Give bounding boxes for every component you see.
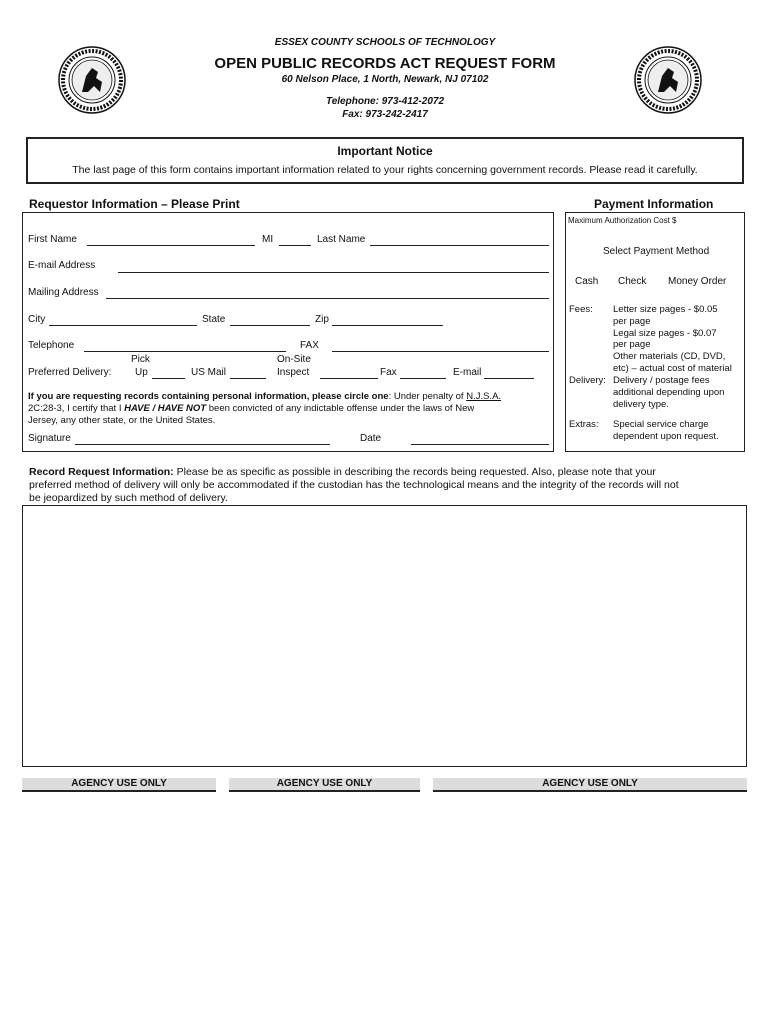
email-field[interactable] — [118, 272, 549, 273]
delivery-line: Delivery / postage fees — [613, 375, 710, 386]
fees-line: Other materials (CD, DVD, — [613, 351, 726, 363]
date-label: Date — [360, 433, 382, 444]
city-field[interactable] — [49, 325, 197, 326]
zip-label: Zip — [315, 314, 329, 325]
payment-heading: Payment Information — [594, 197, 714, 211]
fax-option-field[interactable] — [400, 378, 446, 379]
agency-use-only-1: AGENCY USE ONLY — [22, 778, 216, 792]
signature-label: Signature — [28, 433, 71, 444]
fees-line: per page — [613, 315, 651, 327]
email-option-label: E-mail — [453, 367, 482, 378]
preferred-delivery-label: Preferred Delivery: — [28, 367, 112, 378]
agency-use-only-2: AGENCY USE ONLY — [229, 778, 420, 792]
record-request-info: Record Request Information: Please be as specific as possible in describing the records being requested. Also, please note that your preferred method of delivery will only be accommodated if the custodian has the technological means and the integrity of the records will not be jeopardized by such method of delivery. — [29, 466, 679, 504]
fax-field[interactable] — [332, 351, 549, 352]
notice-text: The last page of this form contains important information related to your rights concerning government records. Please read it carefully. — [72, 164, 698, 176]
usmail-field[interactable] — [230, 378, 266, 379]
extras-line: Special service charge — [613, 419, 709, 430]
org-name: ESSEX COUNTY SCHOOLS OF TECHNOLOGY — [274, 37, 496, 48]
header-telephone: Telephone: 973-412-2072 — [325, 96, 445, 107]
delivery-label: Delivery: — [569, 375, 606, 386]
fax-label: FAX — [300, 340, 319, 351]
fax-option-label: Fax — [380, 367, 397, 378]
certification-line3: Jersey, any other state, or the United States. — [28, 415, 216, 426]
delivery-line: additional depending upon — [613, 386, 725, 398]
fees-line: Legal size pages - $0.07 — [613, 327, 717, 339]
delivery-list — [613, 375, 724, 410]
certification-line1: If you are requesting records containing personal information, please circle one: Under penalty of N.J.S.A. — [28, 391, 502, 402]
record-request-label: Record Request Information: — [29, 466, 174, 478]
requestor-heading: Requestor Information – Please Print — [29, 197, 240, 211]
pickup-label: Up — [135, 367, 148, 378]
header-fax: Fax: 973-242-2417 — [342, 109, 428, 120]
mailing-label: Mailing Address — [28, 287, 99, 298]
inspect-field[interactable] — [320, 378, 378, 379]
header-address: 60 Nelson Place, 1 North, Newark, NJ 07102 — [281, 74, 489, 85]
state-field[interactable] — [230, 325, 310, 326]
extras-line: dependent upon request. — [613, 430, 719, 442]
extras-label: Extras: — [569, 419, 599, 430]
telephone-field[interactable] — [84, 351, 286, 352]
payment-check[interactable]: Check — [618, 276, 647, 287]
email-label: E-mail Address — [28, 260, 96, 271]
mailing-field[interactable] — [106, 298, 549, 299]
city-label: City — [28, 314, 46, 325]
pickup-field[interactable] — [152, 378, 185, 379]
last-name-label: Last Name — [317, 234, 366, 245]
delivery-line: delivery type. — [613, 398, 669, 410]
fees-line: per page — [613, 339, 651, 351]
signature-field[interactable] — [75, 444, 330, 445]
pick-label: Pick — [131, 354, 150, 365]
notice-title: Important Notice — [337, 144, 433, 158]
max-cost-label: Maximum Authorization Cost $ — [568, 216, 677, 225]
usmail-label: US Mail — [191, 367, 227, 378]
extras-list — [613, 419, 719, 443]
mi-field[interactable] — [279, 245, 311, 246]
mi-label: MI — [262, 234, 274, 245]
select-payment-label: Select Payment Method — [603, 246, 710, 257]
fees-line: Letter size pages - $0.05 — [613, 304, 718, 315]
last-name-field[interactable] — [370, 245, 549, 246]
first-name-field[interactable] — [87, 245, 255, 246]
zip-field[interactable] — [332, 325, 443, 326]
email-option-field[interactable] — [484, 378, 534, 379]
payment-cash[interactable]: Cash — [575, 276, 599, 287]
important-notice-box — [26, 137, 744, 184]
state-label: State — [202, 314, 226, 325]
form-title: OPEN PUBLIC RECORDS ACT REQUEST FORM — [214, 55, 556, 72]
certification-line2: 2C:28-3, I certify that I HAVE / HAVE NOT been convicted of any indictable offense under the laws of New — [28, 403, 475, 414]
fees-list — [613, 304, 732, 375]
have-have-not-choice[interactable]: HAVE / HAVE NOT — [124, 403, 207, 414]
telephone-label: Telephone — [28, 340, 75, 351]
record-request-textarea[interactable] — [22, 505, 747, 767]
date-field[interactable] — [411, 444, 549, 445]
first-name-label: First Name — [28, 234, 77, 245]
payment-money-order[interactable]: Money Order — [668, 276, 727, 287]
agency-use-only-3: AGENCY USE ONLY — [433, 778, 747, 792]
fees-line: etc) – actual cost of material — [613, 362, 732, 374]
fees-label: Fees: — [569, 304, 593, 315]
inspect-label: Inspect — [277, 367, 310, 378]
onsite-label: On-Site — [277, 354, 311, 365]
